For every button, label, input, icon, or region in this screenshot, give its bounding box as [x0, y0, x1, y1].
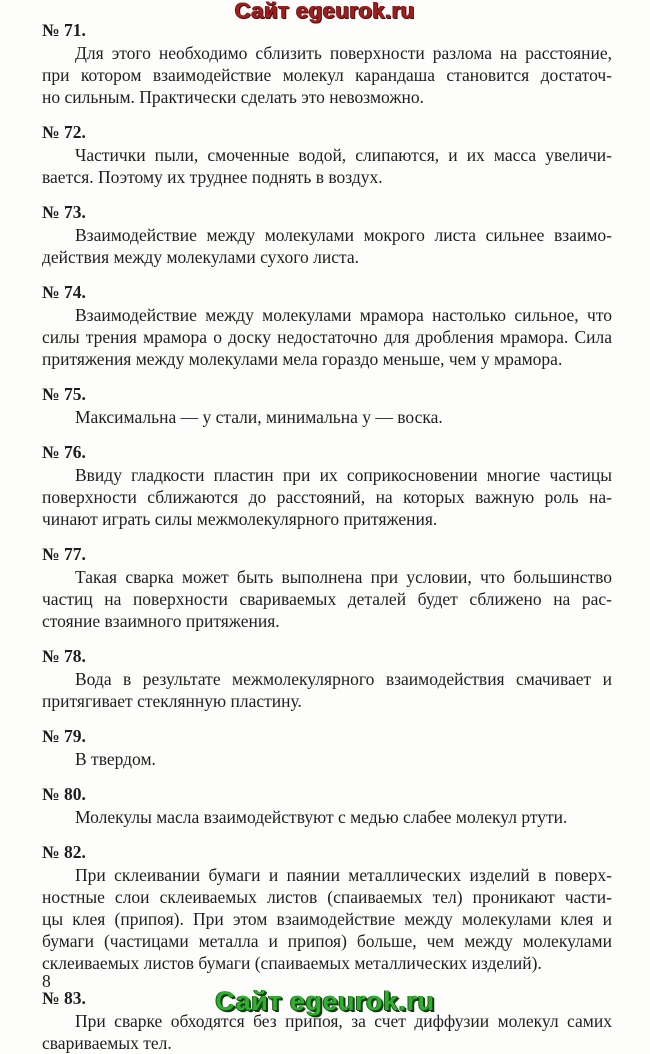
section-paragraph	[42, 748, 612, 770]
text-line: Такая сварка может быть выполнена при условии, что большинство	[75, 567, 612, 587]
section-number: № 74.	[42, 282, 86, 302]
section-paragraph	[42, 806, 612, 828]
site-watermark-top: Сайт egeurok.ru	[235, 0, 415, 23]
section-number: № 79.	[42, 726, 86, 746]
text-line: вается. Поэтому их труднее поднять в воздух.	[42, 167, 383, 187]
section-paragraph	[42, 668, 612, 712]
section-paragraph	[42, 42, 612, 108]
text-line: притяжения между молекулами мела гораздо меньше, чем у мрамора.	[42, 349, 563, 369]
answer-section	[42, 201, 612, 268]
answer-section	[42, 841, 612, 974]
text-line: действия между молекулами сухого листа.	[42, 247, 359, 267]
section-number: № 73.	[42, 202, 86, 222]
answer-section	[42, 121, 612, 188]
text-line: При склеивании бумаги и паянии металлических изделий в поверх-	[75, 865, 612, 885]
text-line: свариваемых тел.	[42, 1033, 172, 1053]
section-number: № 72.	[42, 122, 86, 142]
section-paragraph	[42, 464, 612, 530]
text-line: бумаги (частицами металла и припоя) больше, чем между молекулами	[42, 931, 612, 951]
text-line: частиц на поверхности свариваемых деталей будет сближено на рас-	[42, 589, 612, 609]
section-paragraph	[42, 864, 612, 974]
answers-list	[42, 6, 612, 1054]
text-line: Максимальна — у стали, минимальна у — воска.	[75, 407, 443, 427]
text-line: поверхности сближаются до расстояний, на которых важную роль на-	[42, 487, 612, 507]
section-paragraph	[42, 224, 612, 268]
page-number: 8	[42, 971, 51, 991]
section-paragraph	[42, 304, 612, 370]
answer-section	[42, 281, 612, 370]
answer-section	[42, 783, 612, 828]
section-number: № 80.	[42, 784, 86, 804]
answer-section	[42, 645, 612, 712]
text-line: стояние взаимного притяжения.	[42, 611, 280, 631]
section-number: № 83.	[42, 988, 86, 1008]
section-number: № 75.	[42, 384, 86, 404]
text-line: цы клея (припоя). При этом взаимодействие между молекулами клея и	[42, 909, 612, 929]
text-line: Частички пыли, смоченные водой, слипаются, и их масса увеличи-	[75, 145, 612, 165]
text-line: но сильным. Практически сделать это невозможно.	[42, 87, 424, 107]
text-line: Взаимодействие между молекулами мрамора настолько сильное, что	[75, 305, 612, 325]
section-number: № 77.	[42, 544, 86, 564]
section-number: № 82.	[42, 842, 86, 862]
section-number: № 76.	[42, 442, 86, 462]
site-watermark-bottom: Сайт egeurok.ru	[215, 986, 435, 1016]
section-number: № 71.	[42, 20, 86, 40]
text-line: силы трения мрамора о доску недостаточно для дробления мрамора. Сила	[42, 327, 612, 347]
answer-section	[42, 383, 612, 428]
text-line: Молекулы масла взаимодействуют с медью слабее молекул ртути.	[75, 807, 568, 827]
section-paragraph	[42, 406, 612, 428]
answer-section	[42, 543, 612, 632]
section-number: № 78.	[42, 646, 86, 666]
text-line: Для этого необходимо сблизить поверхности разлома на расстояние,	[75, 43, 612, 63]
answer-section	[42, 19, 612, 108]
text-line: чинают играть силы межмолекулярного притяжения.	[42, 509, 438, 529]
text-line: склеиваемых листов бумаги (спаиваемых металлических изделий).	[42, 953, 542, 973]
text-line: При сварке обходятся без припоя, за счет диффузии молекул самих	[75, 1011, 612, 1031]
answer-section	[42, 441, 612, 530]
text-line: Вода в результате межмолекулярного взаимодействия смачивает и	[75, 669, 612, 689]
section-paragraph	[42, 566, 612, 632]
text-line: притягивает стеклянную пластину.	[42, 691, 302, 711]
text-line: Взаимодействие между молекулами мокрого листа сильнее взаимо-	[75, 225, 612, 245]
text-line: при котором взаимодействие молекул карандаша становится достаточ-	[42, 65, 612, 85]
answer-section	[42, 725, 612, 770]
text-line: В твердом.	[75, 749, 156, 769]
text-line: ностные слои склеиваемых листов (спаиваемых тел) проникают части-	[42, 887, 612, 907]
text-line: Ввиду гладкости пластин при их соприкосновении многие частицы	[75, 465, 612, 485]
section-paragraph	[42, 144, 612, 188]
